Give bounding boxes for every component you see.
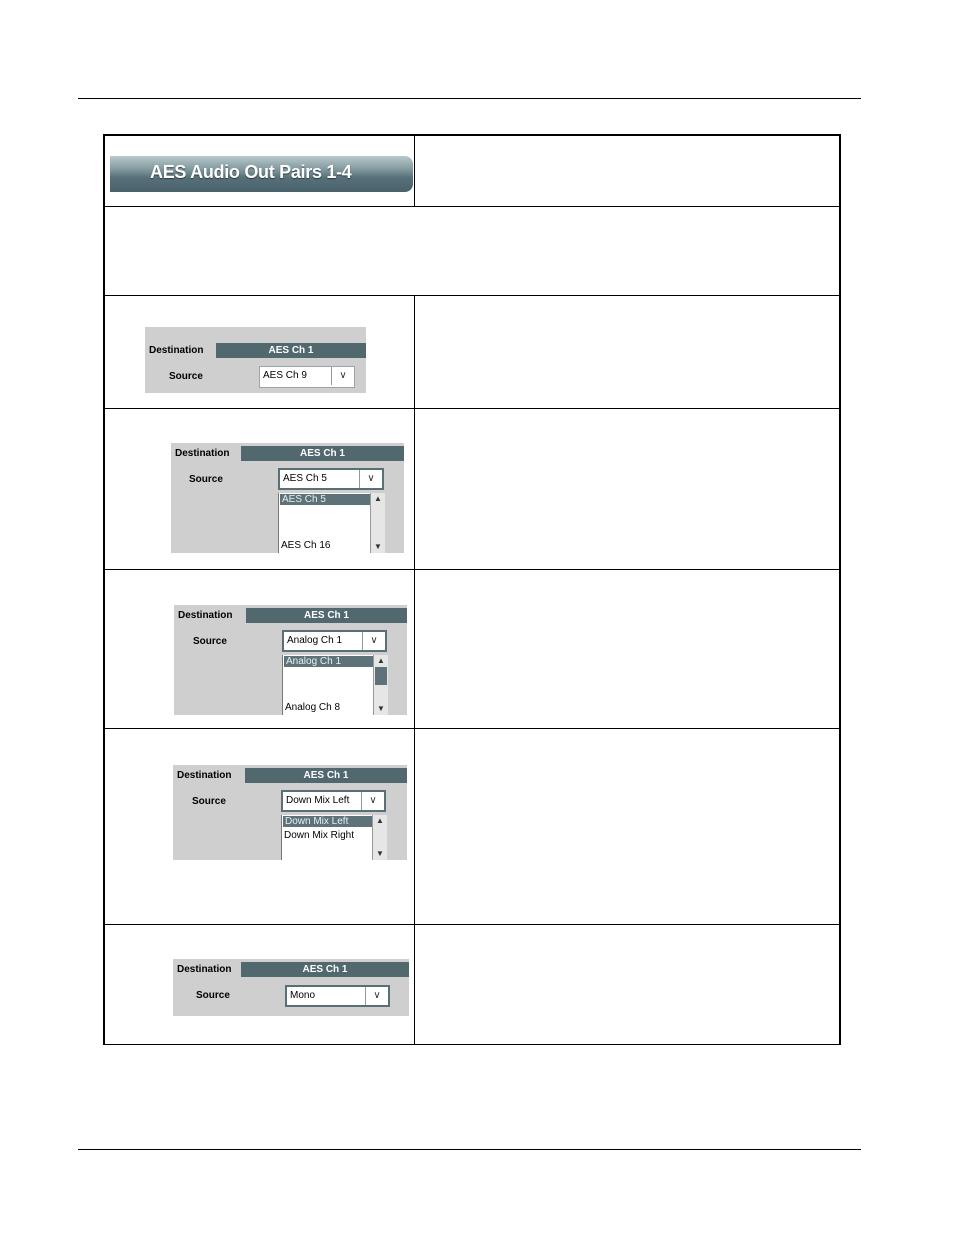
scroll-up-icon[interactable]: ▲	[374, 494, 382, 503]
control-cell	[105, 296, 415, 408]
banner-cell	[105, 136, 415, 206]
list-item[interactable]: Down Mix Right	[284, 830, 355, 841]
scroll-down-icon[interactable]: ▼	[376, 849, 384, 858]
list-item[interactable]: AES Ch 16	[281, 540, 331, 551]
source-options-list[interactable]	[282, 655, 388, 715]
source-options-list[interactable]	[281, 815, 387, 860]
table-row	[105, 925, 839, 1045]
function-table	[103, 134, 841, 1045]
destination-value: AES Ch 1	[241, 962, 409, 977]
source-select-value: AES Ch 5	[283, 473, 327, 484]
source-select-value: Down Mix Left	[286, 795, 350, 806]
list-item[interactable]: AES Ch 5	[280, 494, 370, 505]
source-label: Source	[189, 474, 223, 485]
source-select-value: Analog Ch 1	[287, 635, 343, 646]
scroll-thumb[interactable]	[375, 667, 387, 685]
destination-label: Destination	[178, 610, 233, 621]
description-cell	[415, 296, 839, 408]
table-row	[105, 570, 839, 729]
footer-rule	[78, 1149, 861, 1150]
source-options-list[interactable]	[278, 493, 385, 553]
source-select[interactable]	[278, 468, 384, 490]
destination-value: AES Ch 1	[245, 768, 407, 783]
intro-cell	[105, 207, 839, 295]
chevron-down-icon[interactable]: ∨	[359, 470, 382, 488]
table-row	[105, 729, 839, 925]
list-item[interactable]: Analog Ch 1	[284, 656, 373, 667]
source-select-value: AES Ch 9	[263, 370, 307, 381]
chevron-down-icon[interactable]: ∨	[331, 367, 354, 385]
description-cell	[415, 409, 839, 569]
source-label: Source	[169, 371, 203, 382]
control-cell	[105, 729, 415, 924]
description-cell	[415, 570, 839, 728]
destination-value: AES Ch 1	[246, 608, 407, 623]
tab-banner	[110, 156, 413, 192]
routing-panel	[174, 605, 407, 715]
chevron-down-icon[interactable]: ∨	[362, 632, 385, 650]
chevron-down-icon[interactable]: ∨	[361, 792, 384, 810]
routing-panel	[173, 959, 409, 1016]
list-scrollbar[interactable]	[373, 655, 388, 715]
scroll-up-icon[interactable]: ▲	[377, 656, 385, 665]
description-cell	[415, 729, 839, 924]
list-item[interactable]: Analog Ch 8	[285, 702, 341, 713]
source-label: Source	[193, 636, 227, 647]
routing-panel	[171, 443, 404, 553]
table-row	[105, 409, 839, 570]
table-row-header	[105, 136, 839, 207]
routing-panel	[173, 765, 407, 860]
banner-title: AES Audio Out Pairs 1-4	[150, 162, 352, 182]
source-select[interactable]	[282, 630, 387, 652]
table-row	[105, 296, 839, 409]
destination-value: AES Ch 1	[241, 446, 404, 461]
control-cell	[105, 409, 415, 569]
chevron-down-icon[interactable]: ∨	[365, 987, 388, 1005]
table-row-intro	[105, 207, 839, 296]
description-cell	[415, 925, 839, 1045]
routing-panel	[145, 327, 366, 393]
source-select[interactable]	[259, 366, 355, 388]
list-scrollbar[interactable]	[370, 493, 385, 553]
control-cell	[105, 570, 415, 728]
banner-description-cell	[415, 136, 839, 206]
source-select-value: Mono	[290, 990, 316, 1001]
destination-label: Destination	[149, 345, 204, 356]
control-cell	[105, 925, 415, 1045]
scroll-down-icon[interactable]: ▼	[374, 542, 382, 551]
list-item[interactable]: Down Mix Left	[283, 816, 372, 827]
source-label: Source	[196, 990, 230, 1001]
scroll-up-icon[interactable]: ▲	[376, 816, 384, 825]
destination-label: Destination	[177, 770, 232, 781]
destination-value: AES Ch 1	[216, 343, 366, 358]
source-select[interactable]	[281, 790, 386, 812]
destination-label: Destination	[175, 448, 230, 459]
destination-label: Destination	[177, 964, 232, 975]
scroll-down-icon[interactable]: ▼	[377, 704, 385, 713]
header-rule	[78, 98, 861, 99]
source-label: Source	[192, 796, 226, 807]
list-scrollbar[interactable]	[372, 815, 387, 860]
source-select[interactable]	[285, 985, 390, 1007]
